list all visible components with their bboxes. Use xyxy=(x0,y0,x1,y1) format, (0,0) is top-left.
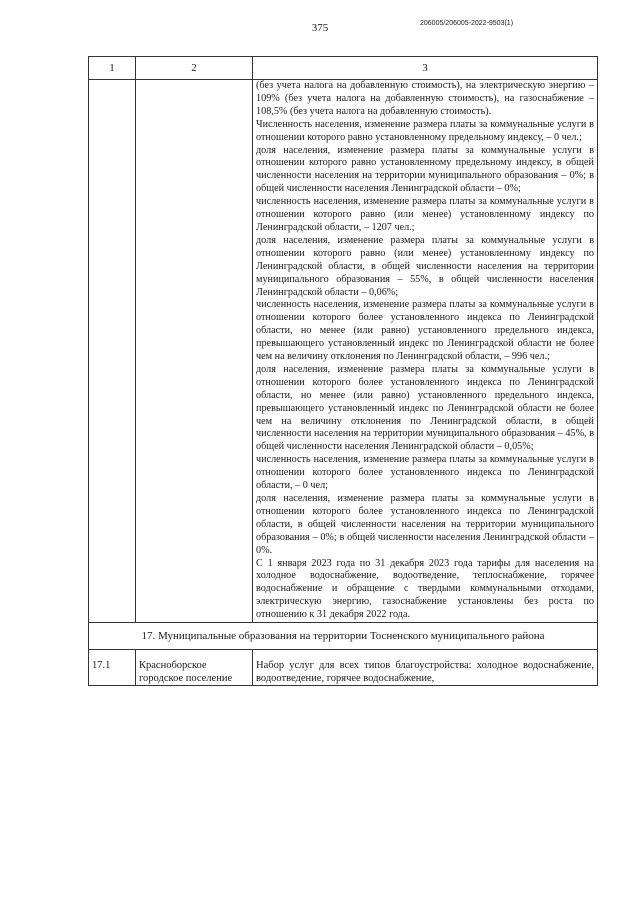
paragraph: доля населения, изменение размера платы за коммунальные услуги в отношении которого более установленного индекса по Ленинградской области, в общей численности населения на территории муниципального образования – 0%; в общей численности населения Ленинградской области – 0%. xyxy=(256,493,594,556)
cell-description xyxy=(253,80,598,623)
cell-number-empty xyxy=(89,80,136,623)
section-row xyxy=(89,623,598,650)
main-table xyxy=(88,56,598,686)
paragraph: численность населения, изменение размера платы за коммунальные услуги в отношении которого более установленного индекса по Ленинградской области, – 0 чел; xyxy=(256,454,594,492)
header-col-2: 2 xyxy=(136,57,253,80)
paragraph: доля населения, изменение размера платы за коммунальные услуги в отношении которого равно (или менее) установленному индексу по Ленинградской области, в общей численности населения на территории муниципального образования – 55%, в общей численности населения Ленинградской области – 0,06%; xyxy=(256,234,594,298)
paragraph: доля населения, изменение размера платы за коммунальные услуги в отношении которого равно установленному предельному индексу, в общей численности населения на территории муниципального образования – 0%; в общей численности населения Ленинградской области – 0%; xyxy=(256,144,594,195)
table-row-continued xyxy=(89,80,598,623)
row-number: 17.1 xyxy=(89,650,136,686)
page-number: 375 xyxy=(311,22,329,34)
paragraph: С 1 января 2023 года по 31 декабря 2023 года тарифы для населения на холодное водоснабжение, водоотведение, теплоснабжение, горячее водоснабжение и обращение с твердыми коммунальными отходами, электрическую энергию, газоснабжение установлены без роста по отношению к 31 декабря 2022 года. xyxy=(256,557,594,621)
paragraph: Численность населения, изменение размера платы за коммунальные услуги в отношении которого равно установленному предельному индексу, – 0 чел.; xyxy=(256,118,594,143)
row-municipality-name: Красноборское городское поселение xyxy=(136,650,253,686)
header-col-3: 3 xyxy=(253,57,598,80)
document-id: 206005/206005-2022-9503(1) xyxy=(420,20,514,27)
section-title: 17. Муниципальные образования на территории Тосненского муниципального района xyxy=(89,623,598,650)
header-col-1: 1 xyxy=(89,57,136,80)
table-row xyxy=(89,650,598,686)
paragraph: (без учета налога на добавленную стоимость), на электрическую энергию – 109% (без учета налога на добавленную стоимость), на газоснабжение – 108,5% (без учета налога на добавленную стоимость). xyxy=(256,80,594,117)
paragraph: численность населения, изменение размера платы за коммунальные услуги в отношении которого равно (или менее) установленному индексу по Ленинградской области, – 1207 чел.; xyxy=(256,196,594,233)
paragraph: численность населения, изменение размера платы за коммунальные услуги в отношении которого более установленного индекса по Ленинградской области, но менее (или равно) установленного предельного индекса, превышающего установленный индекс по Ленинградской области не более чем на величину отклонения по Ленинградской области, – 996 чел.; xyxy=(256,299,594,363)
cell-name-empty xyxy=(136,80,253,623)
paragraph: доля населения, изменение размера платы за коммунальные услуги в отношении которого более установленного индекса по Ленинградской области, но менее (или равно) установленного предельного индекса, превышающего установленный индекс по Ленинградской области не более чем на величину отклонения по Ленинградской области, в общей численности населения на территории муниципального образования – 45%, в общей численности населения Ленинградской области – 0,05%; xyxy=(256,363,594,453)
row-description: Набор услуг для всех типов благоустройства: холодное водоснабжение, водоотведение, горячее водоснабжение, xyxy=(253,650,598,686)
table-header-row xyxy=(89,57,598,80)
